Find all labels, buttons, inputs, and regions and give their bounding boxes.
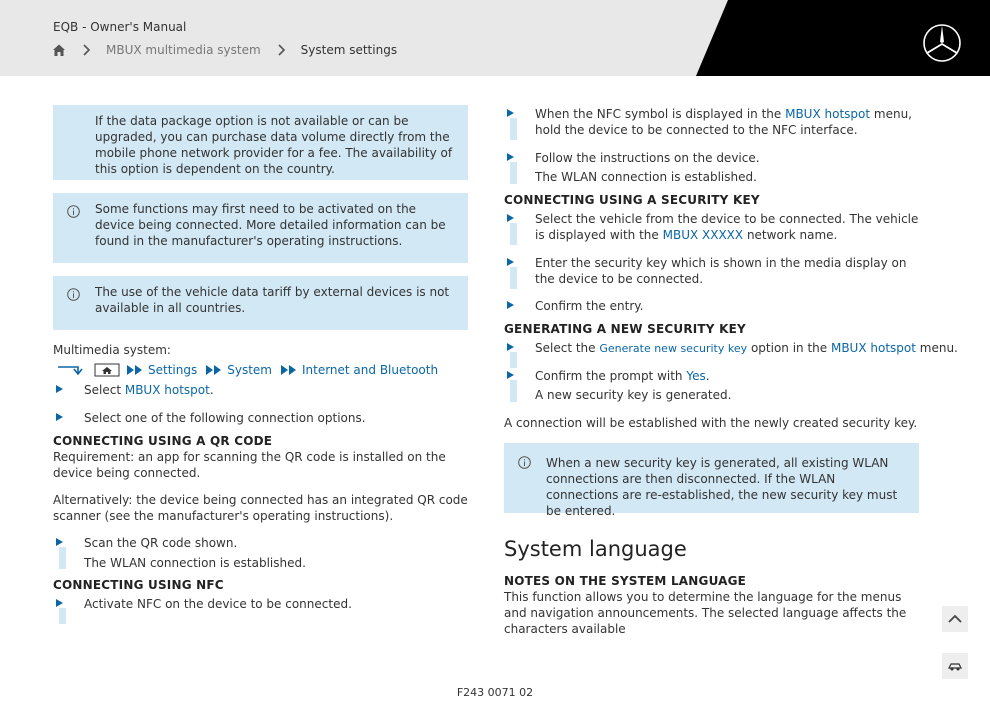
- step-text: option in the: [747, 341, 831, 355]
- result-bar: [510, 380, 517, 402]
- note-text: Some functions may first need to be activated on the device being connected. More detailed information can be found in the manufacturer's operating instructions.: [95, 202, 446, 248]
- qr-alternative: Alternatively: the device being connected has an integrated QR code scanner (see the manufacturer's operating instructions).: [53, 493, 468, 523]
- step-arrow-icon: [507, 371, 514, 379]
- step-arrow-icon: [507, 153, 514, 161]
- path-settings[interactable]: Settings: [148, 363, 198, 377]
- step-text: Activate NFC on the device to be connected.: [84, 597, 352, 611]
- result-bar: [510, 267, 517, 289]
- breadcrumb-item-system-settings[interactable]: System settings: [300, 43, 398, 57]
- step-text: Scan the QR code shown.: [84, 536, 238, 550]
- info-note-data-tariff: [53, 276, 468, 330]
- result-bar: [510, 352, 517, 368]
- breadcrumb: [52, 42, 397, 58]
- heading-nfc: CONNECTING USING NFC: [53, 578, 224, 592]
- qr-requirement: Requirement: an app for scanning the QR code is installed on the device being connected.: [53, 450, 446, 480]
- home-icon[interactable]: [94, 363, 120, 377]
- step-arrow-icon: [56, 538, 63, 546]
- link-generate-key[interactable]: Generate new security key: [599, 342, 748, 355]
- step-text: menu.: [915, 341, 958, 355]
- step-arrow-icon: [56, 599, 63, 607]
- step-result: The WLAN connection is established.: [535, 170, 757, 184]
- step-text: Select the: [535, 341, 600, 355]
- link-mbux-network[interactable]: MBUX XXXXX: [662, 228, 744, 242]
- vehicle-icon: [942, 653, 968, 679]
- header-black-wedge: [0, 0, 990, 76]
- breadcrumb-item-mbux[interactable]: MBUX multimedia system: [106, 43, 261, 57]
- step-arrow-icon: [507, 343, 514, 351]
- info-note-data-package: [53, 105, 468, 180]
- step-text: Enter the security key which is shown in the media display on the device to be connected.: [535, 256, 907, 286]
- doc-title: EQB - Owner's Manual: [53, 20, 187, 34]
- menu-path: [58, 362, 438, 378]
- link-yes[interactable]: Yes: [686, 369, 706, 383]
- step-text: network name.: [743, 228, 838, 242]
- step-text: When the NFC symbol is displayed in the: [535, 107, 786, 121]
- vehicle-button[interactable]: [942, 653, 968, 679]
- result-bar: [510, 162, 517, 184]
- chevron-right-icon: [82, 43, 92, 57]
- step-text: .: [705, 369, 710, 383]
- section-title-system-language: System language: [504, 537, 687, 561]
- heading-qr-code: CONNECTING USING A QR CODE: [53, 434, 273, 448]
- step-text: Select one of the following connection options.: [84, 411, 366, 425]
- scroll-top-button[interactable]: [942, 606, 968, 632]
- note-text: The use of the vehicle data tariff by external devices is not available in all countries.: [95, 285, 450, 315]
- page-footer-code: F243 0071 02: [456, 686, 534, 699]
- link-mbux-hotspot[interactable]: MBUX hotspot: [830, 341, 916, 355]
- step-text: Confirm the prompt with: [535, 369, 687, 383]
- note-text: If the data package option is not available or can be upgraded, you can purchase data volume directly from the mobile phone network provider for a fee. The availability of this option is dependent on the country.: [95, 114, 453, 176]
- heading-generate-key: GENERATING A NEW SECURITY KEY: [504, 322, 746, 336]
- step-arrow-icon: [507, 214, 514, 222]
- result-bar: [510, 118, 517, 140]
- info-icon: [67, 288, 80, 301]
- path-system[interactable]: System: [227, 363, 272, 377]
- connection-note: A connection will be established with the newly created security key.: [504, 416, 918, 430]
- home-icon[interactable]: [52, 43, 66, 57]
- info-icon: [518, 456, 531, 469]
- step-arrow-icon: [507, 301, 514, 309]
- step-arrow-icon: [507, 258, 514, 266]
- step-text: Follow the instructions on the device.: [535, 151, 760, 165]
- info-note-activation: [53, 193, 468, 263]
- double-arrow-icon: [205, 364, 223, 376]
- chevron-right-icon: [277, 43, 287, 57]
- heading-security-key: CONNECTING USING A SECURITY KEY: [504, 193, 760, 207]
- step-text: Select the vehicle from the device to be connected. The vehicle is displayed with the: [535, 212, 919, 242]
- step-text: .: [209, 383, 214, 397]
- link-mbux-hotspot[interactable]: MBUX hotspot: [124, 383, 210, 397]
- heading-system-language: NOTES ON THE SYSTEM LANGUAGE: [504, 574, 747, 588]
- scroll-top-icon: [942, 606, 968, 632]
- path-internet-bluetooth[interactable]: Internet and Bluetooth: [301, 363, 439, 377]
- info-note-new-key: [504, 443, 919, 518]
- multimedia-label: Multimedia system:: [53, 343, 171, 357]
- info-icon: [67, 205, 80, 218]
- mercedes-star-icon: [922, 23, 962, 63]
- system-language-text: This function allows you to determine the language for the menus and navigation announcements. The selected language affects the characters available: [504, 590, 907, 636]
- result-bar: [59, 547, 66, 569]
- step-result: A new security key is generated.: [535, 388, 732, 402]
- result-bar: [510, 223, 517, 245]
- double-arrow-icon: [126, 364, 144, 376]
- step-arrow-icon: [56, 413, 63, 421]
- result-bar: [59, 608, 66, 624]
- step-arrow-icon: [56, 385, 63, 393]
- step-result: The WLAN connection is established.: [84, 556, 306, 570]
- step-text: Select: [84, 383, 125, 397]
- step-text: menu, hold the device to be connected to the NFC interface.: [535, 107, 912, 137]
- path-start-arrow-icon: [58, 363, 88, 377]
- step-arrow-icon: [507, 109, 514, 117]
- step-text: Confirm the entry.: [535, 299, 644, 313]
- link-mbux-hotspot[interactable]: MBUX hotspot: [785, 107, 871, 121]
- note-text: When a new security key is generated, all existing WLAN connections are then disconnected. If the WLAN connections are re-established, the new security key must be entered.: [546, 456, 898, 518]
- double-arrow-icon: [280, 364, 298, 376]
